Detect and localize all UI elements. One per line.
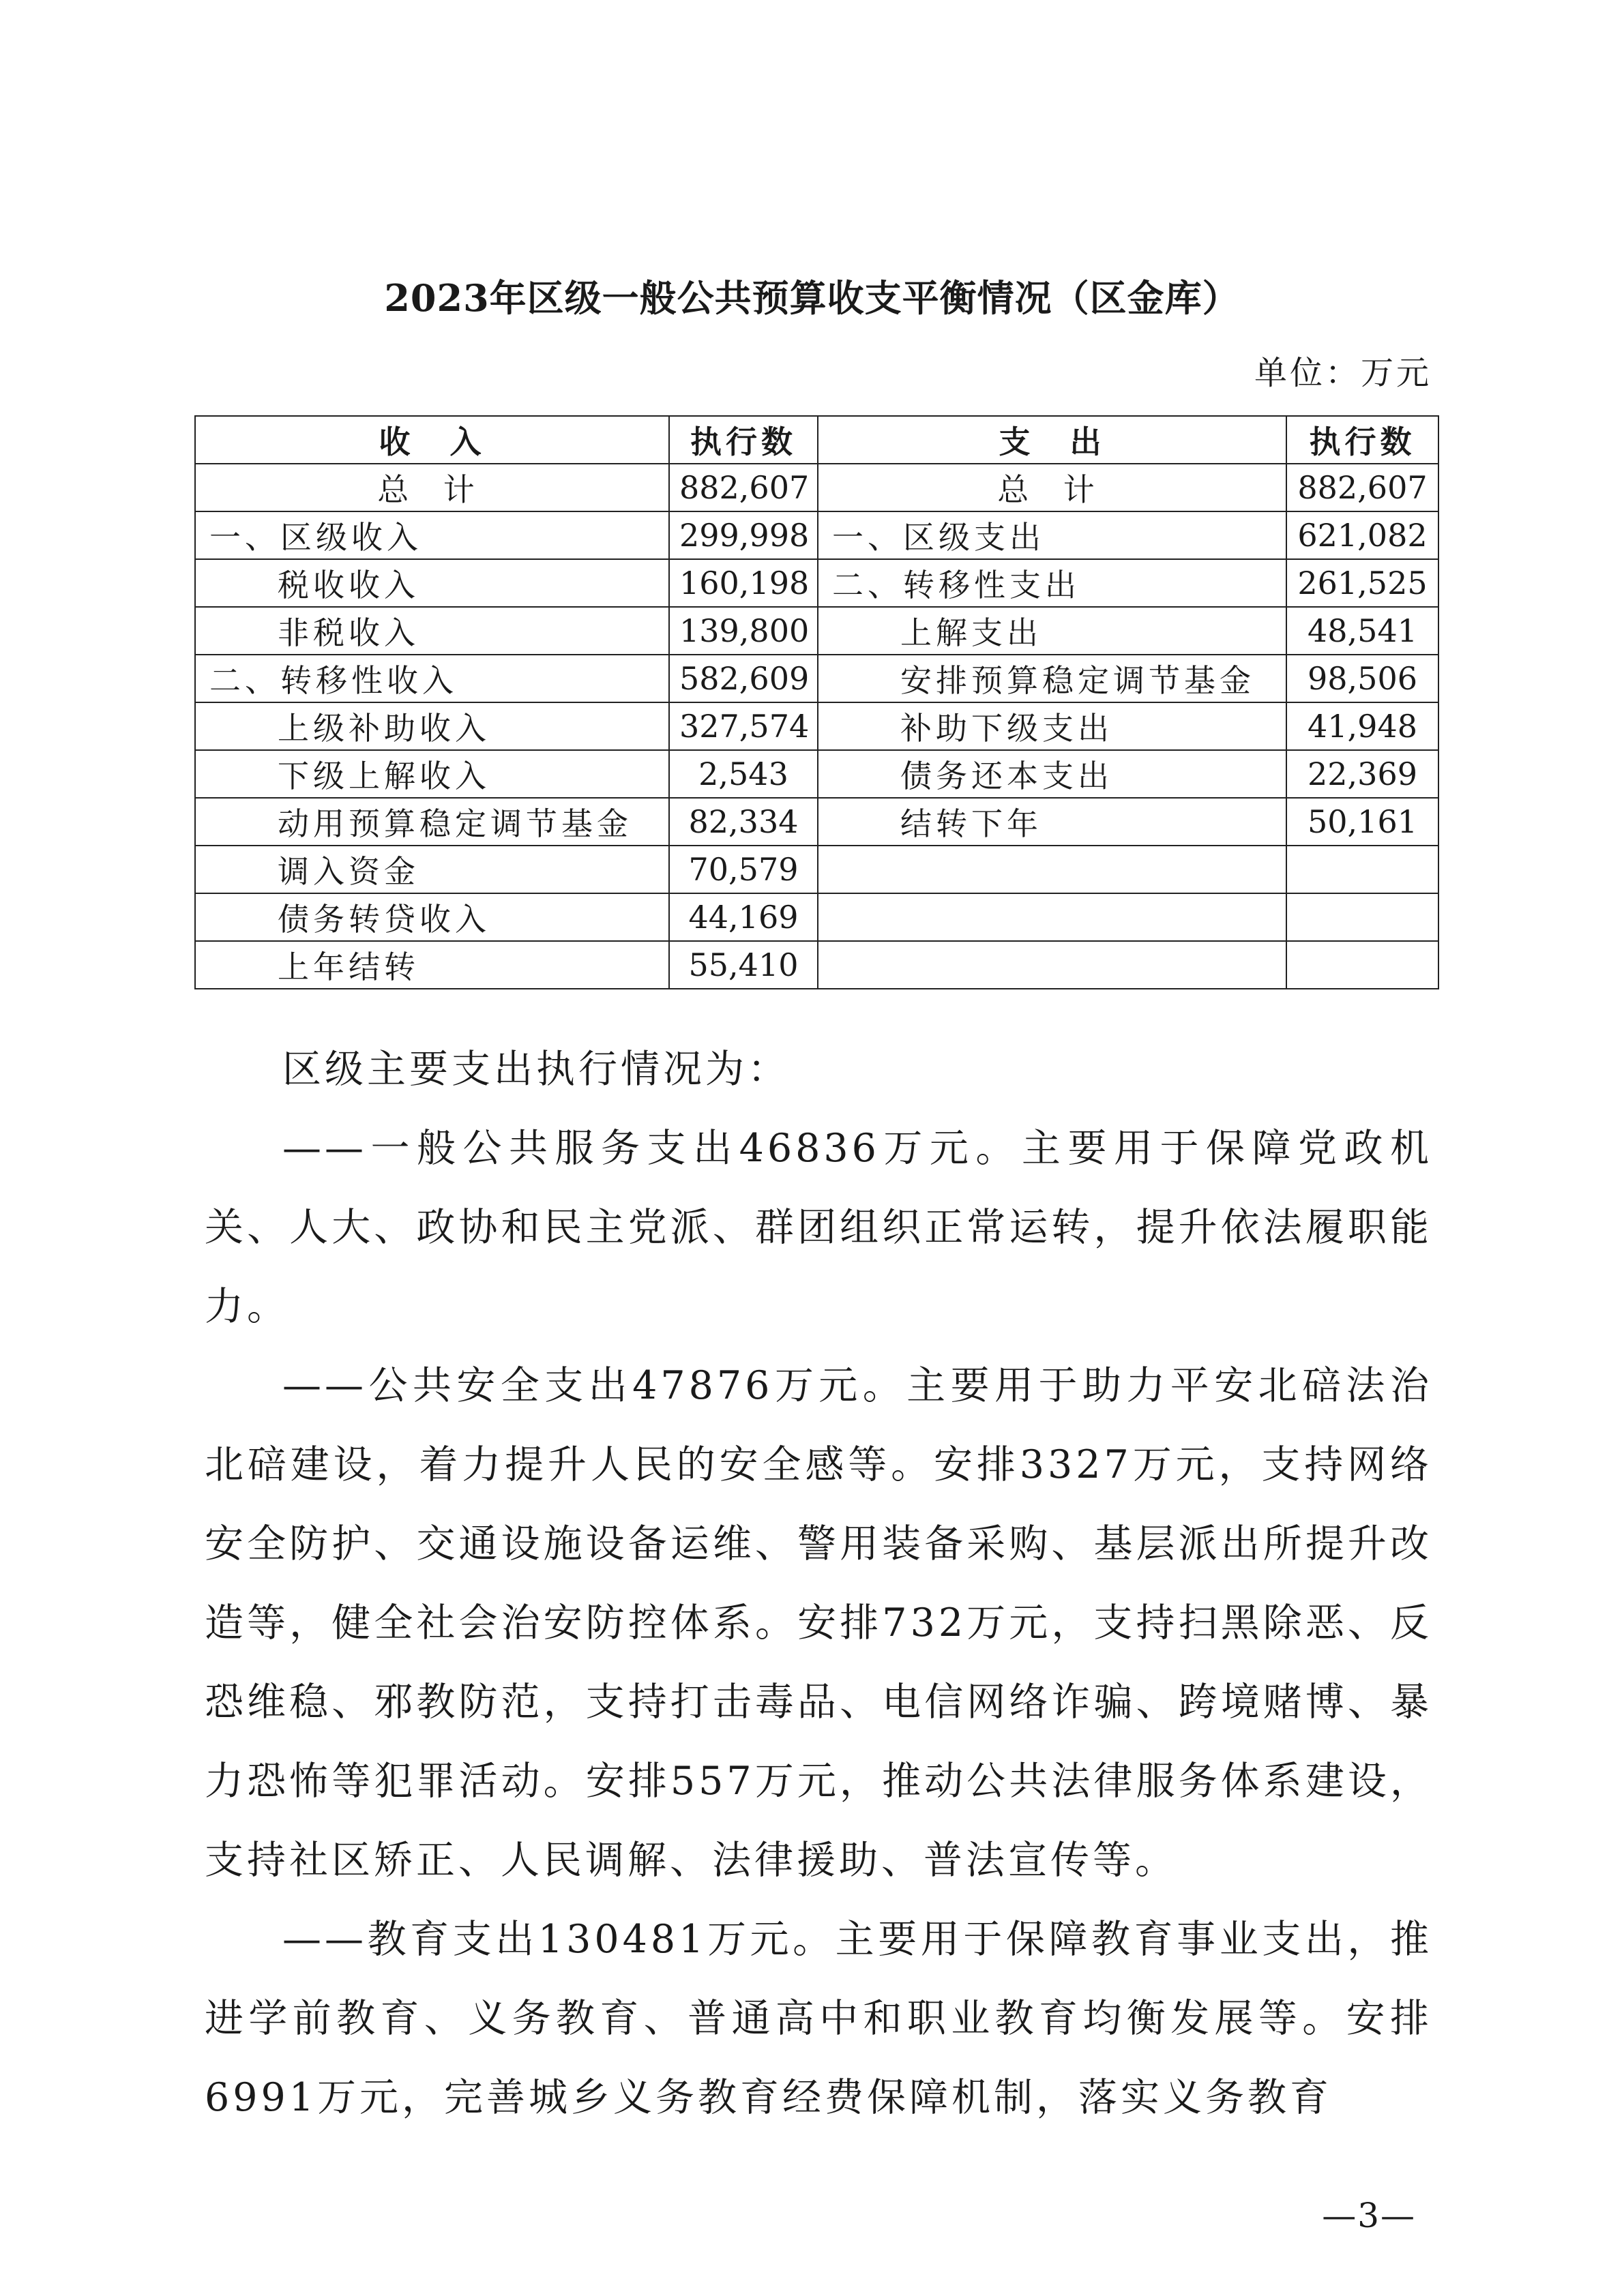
expense-value: 50,161 — [1286, 798, 1438, 846]
expense-value: 98,506 — [1286, 655, 1438, 702]
expense-label: 上解支出 — [818, 607, 1286, 655]
table-row — [195, 941, 1438, 989]
page-number: —3— — [1322, 2196, 1416, 2235]
income-label: 上年结转 — [195, 941, 669, 989]
table-row — [195, 655, 1438, 702]
expense-label: 二、转移性支出 — [818, 559, 1286, 607]
expense-label: 安排预算稳定调节基金 — [818, 655, 1286, 702]
table-row — [195, 846, 1438, 893]
expense-label: 补助下级支出 — [818, 702, 1286, 750]
paragraph-intro: 区级主要支出执行情况为： — [282, 1047, 790, 1092]
income-label: 一、区级收入 — [195, 511, 669, 559]
income-value: 2,543 — [669, 750, 818, 798]
expense-label — [818, 941, 1286, 989]
header-expense-amount: 执行数 — [1286, 416, 1438, 464]
expense-value: 22,369 — [1286, 750, 1438, 798]
table-row — [195, 607, 1438, 655]
income-label: 调入资金 — [195, 846, 669, 893]
expense-label: 总 计 — [818, 464, 1286, 511]
income-value: 70,579 — [669, 846, 818, 893]
budget-balance-table — [194, 415, 1439, 989]
header-expense: 支 出 — [818, 416, 1286, 464]
income-label: 二、转移性收入 — [195, 655, 669, 702]
income-value: 882,607 — [669, 464, 818, 511]
expense-label — [818, 893, 1286, 941]
expense-label: 一、区级支出 — [818, 511, 1286, 559]
expense-label: 债务还本支出 — [818, 750, 1286, 798]
table-row — [195, 511, 1438, 559]
body-text — [205, 1030, 1432, 2137]
table-row — [195, 750, 1438, 798]
income-value: 55,410 — [669, 941, 818, 989]
expense-label — [818, 846, 1286, 893]
income-value: 160,198 — [669, 559, 818, 607]
document-title: 2023年区级一般公共预算收支平衡情况（区金库） — [384, 276, 1240, 320]
income-label: 上级补助收入 — [195, 702, 669, 750]
table-header-row — [195, 416, 1438, 464]
table-row — [195, 798, 1438, 846]
table-row — [195, 702, 1438, 750]
expense-label: 结转下年 — [818, 798, 1286, 846]
expense-value — [1286, 941, 1438, 989]
income-label: 债务转贷收入 — [195, 893, 669, 941]
income-label: 动用预算稳定调节基金 — [195, 798, 669, 846]
unit-label: 单位：万元 — [1254, 354, 1432, 392]
table-row — [195, 464, 1438, 511]
table-row — [195, 893, 1438, 941]
income-value: 299,998 — [669, 511, 818, 559]
paragraph-public-security: ——公共安全支出47876万元。主要用于助力平安北碚法治北碚建设，着力提升人民的安全感等。安排3327万元，支持网络安全防护、交通设施设备运维、警用装备采购、基层派出所提升改造等，健全社会治安防控体系。安排732万元，支持扫黑除恶、反恐维稳、邪教防范，支持打击毒品、电信网络诈骗、跨境赌博、暴力恐怖等犯罪活动。安排557万元，推动公共法律服务体系建设，支持社区矫正、人民调解、法律援助、普法宣传等。 — [205, 1363, 1432, 1883]
income-value: 139,800 — [669, 607, 818, 655]
table-row — [195, 559, 1438, 607]
paragraph-education: ——教育支出130481万元。主要用于保障教育事业支出，推进学前教育、义务教育、普通高中和职业教育均衡发展等。安排6991万元，完善城乡义务教育经费保障机制，落实义务教育 — [205, 1917, 1432, 2120]
income-value: 327,574 — [669, 702, 818, 750]
expense-value: 621,082 — [1286, 511, 1438, 559]
income-label: 非税收入 — [195, 607, 669, 655]
income-label: 下级上解收入 — [195, 750, 669, 798]
expense-value — [1286, 846, 1438, 893]
paragraph-general-services: ——一般公共服务支出46836万元。主要用于保障党政机关、人大、政协和民主党派、群团组织正常运转，提升依法履职能力。 — [205, 1126, 1432, 1329]
expense-value: 41,948 — [1286, 702, 1438, 750]
header-income: 收 入 — [195, 416, 669, 464]
header-income-amount: 执行数 — [669, 416, 818, 464]
expense-value — [1286, 893, 1438, 941]
expense-value: 48,541 — [1286, 607, 1438, 655]
expense-value: 261,525 — [1286, 559, 1438, 607]
income-value: 44,169 — [669, 893, 818, 941]
income-value: 582,609 — [669, 655, 818, 702]
income-label: 税收收入 — [195, 559, 669, 607]
income-value: 82,334 — [669, 798, 818, 846]
income-label: 总 计 — [195, 464, 669, 511]
expense-value: 882,607 — [1286, 464, 1438, 511]
